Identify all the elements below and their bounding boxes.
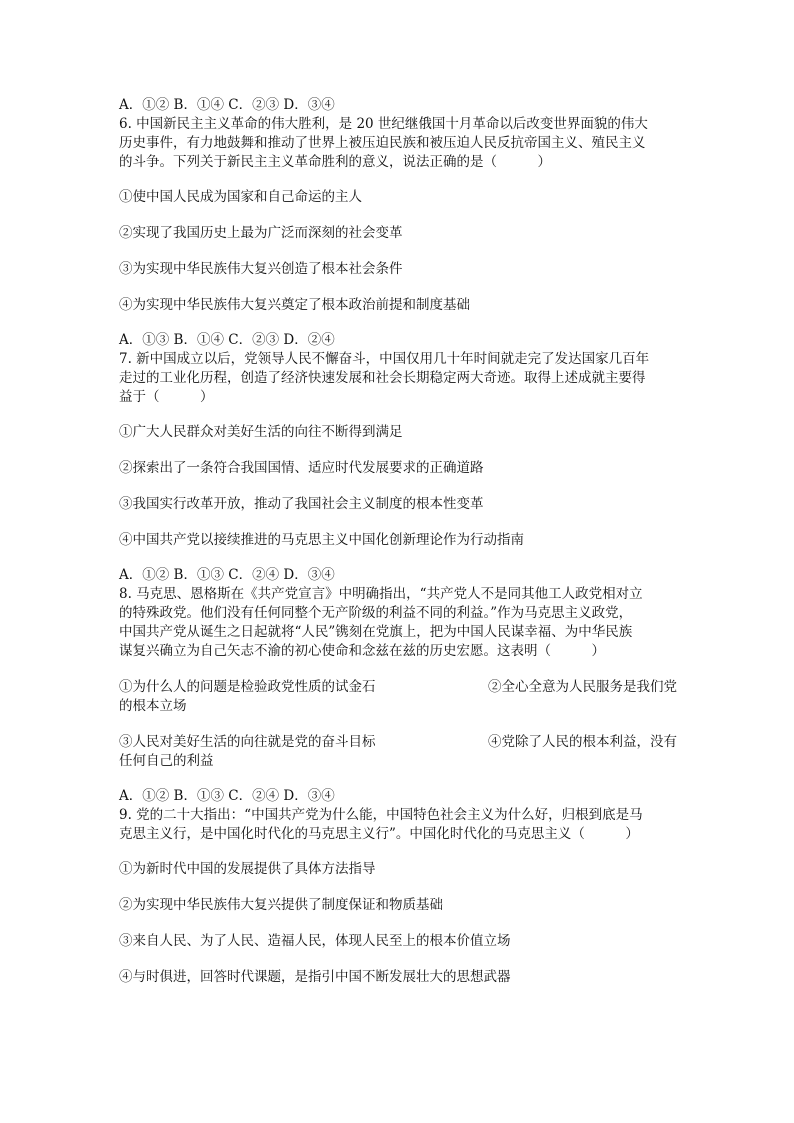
q9-option-3: ③来自人民、为了人民、造福人民，体现人民至上的根本价值立场 bbox=[119, 933, 511, 949]
q7-stem-line-2: 走过的工业化历程，创造了经济快速发展和社会长期稳定两大奇迹。取得上述成就主要得 bbox=[119, 370, 646, 386]
q6-stem-line-2: 历史事件，有力地鼓舞和推动了世界上被压迫民族和被压迫人民反抗帝国主义、殖民主义 bbox=[119, 135, 646, 151]
q6-option-3: ③为实现中华民族伟大复兴创造了根本社会条件 bbox=[119, 261, 403, 277]
q8-stem-line-3: 中国共产党从诞生之日起就将“人民”镌刻在党旗上，把为中国人民谋幸福、为中华民族 bbox=[119, 624, 633, 640]
q7-option-4: ④中国共产党以接续推进的马克思主义中国化创新理论作为行动指南 bbox=[119, 532, 524, 548]
q7-answer-choices: A．①② B．①③ C．②④ D．③④ bbox=[119, 567, 335, 583]
q9-stem-line-1: 9. 党的二十大指出：“中国共产党为什么能，中国特色社会主义为什么好，归根到底是马 bbox=[119, 807, 643, 823]
q9-option-4: ④与时俱进，回答时代课题，是指引中国不断发展壮大的思想武器 bbox=[119, 969, 511, 985]
q8-stem-line-1: 8. 马克思、恩格斯在《共产党宣言》中明确指出，“共产党人不是同其他工人政党相对立 bbox=[119, 586, 643, 602]
q8-option-4: ④党除了人民的根本利益，没有 bbox=[488, 734, 677, 750]
q6-option-4: ④为实现中华民族伟大复兴奠定了根本政治前提和制度基础 bbox=[119, 297, 470, 313]
q6-option-2: ②实现了我国历史上最为广泛而深刻的社会变革 bbox=[119, 225, 403, 241]
question-8 bbox=[119, 585, 677, 806]
q6-option-1: ①使中国人民成为国家和自己命运的主人 bbox=[119, 189, 362, 205]
q8-answer-choices: A．①② B．①③ C．②④ D．③④ bbox=[119, 788, 335, 804]
q8-stem-line-2: 的特殊政党。他们没有任何同整个无产阶级的利益不同的利益。”作为马克思主义政党， bbox=[119, 605, 633, 621]
q8-option-2: ②全心全意为人民服务是我们党 bbox=[488, 679, 677, 695]
q6-answer-choices: A．①③ B．①④ C．②③ D．②④ bbox=[119, 332, 335, 348]
q7-stem-line-3: 益于（ ） bbox=[119, 389, 214, 405]
q8-option-2-continued: 的根本立场 bbox=[119, 698, 187, 714]
question-6 bbox=[119, 115, 677, 350]
q8-option-4-continued: 任何自己的利益 bbox=[119, 753, 214, 769]
question-9 bbox=[119, 806, 677, 987]
q8-option-1: ①为什么人的问题是检验政党性质的试金石 bbox=[119, 679, 376, 695]
q7-option-1: ①广大人民群众对美好生活的向往不断得到满足 bbox=[119, 424, 403, 440]
q9-option-2: ②为实现中华民族伟大复兴提供了制度保证和物质基础 bbox=[119, 897, 443, 913]
q9-option-1: ①为新时代中国的发展提供了具体方法指导 bbox=[119, 861, 376, 877]
q6-stem-line-3: 的斗争。下列关于新民主主义革命胜利的意义，说法正确的是（ ） bbox=[119, 154, 551, 170]
q5-answer-choices: A．①② B．①④ C．②③ D．③④ bbox=[119, 97, 335, 113]
q9-stem-line-2: 克思主义行，是中国化时代化的马克思主义行”。中国化时代化的马克思主义（ ） bbox=[119, 826, 639, 842]
q8-stem-line-4: 谋复兴确立为自己矢志不渝的初心使命和念兹在兹的历史宏愿。这表明（ ） bbox=[119, 643, 605, 659]
q8-option-pair-2 bbox=[119, 733, 677, 771]
q7-option-3: ③我国实行改革开放，推动了我国社会主义制度的根本性变革 bbox=[119, 496, 484, 512]
question-7 bbox=[119, 350, 677, 585]
exam-page bbox=[119, 96, 677, 987]
q8-option-pair-1 bbox=[119, 678, 677, 716]
q8-option-3: ③人民对美好生活的向往就是党的奋斗目标 bbox=[119, 734, 376, 750]
q6-stem-line-1: 6. 中国新民主主义革命的伟大胜利，是 20 世纪继俄国十月革命以后改变世界面貌的伟大 bbox=[119, 116, 648, 132]
q7-option-2: ②探索出了一条符合我国国情、适应时代发展要求的正确道路 bbox=[119, 460, 484, 476]
q7-stem-line-1: 7. 新中国成立以后，党领导人民不懈奋斗，中国仅用几十年时间就走完了发达国家几百年 bbox=[119, 351, 650, 367]
